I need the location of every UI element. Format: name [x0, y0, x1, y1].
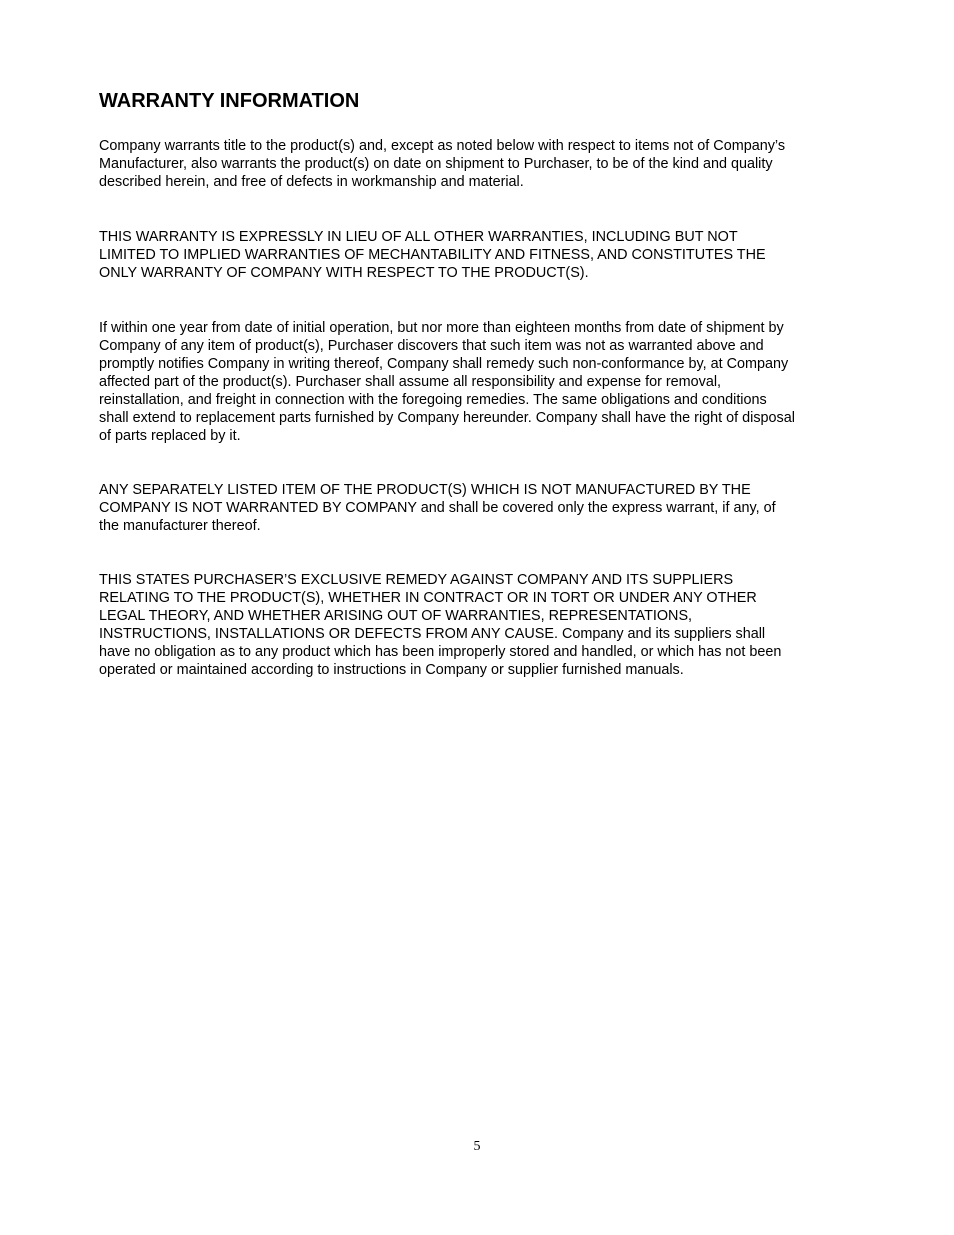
paragraph-line: the manufacturer thereof. [99, 518, 261, 534]
paragraph-line: Company of any item of product(s), Purchaser discovers that such item was not as warranted above and [99, 338, 764, 354]
page-number: 5 [473, 1139, 481, 1154]
paragraph-line: LIMITED TO IMPLIED WARRANTIES OF MECHANTABILITY AND FITNESS, AND CONSTITUTES THE [99, 247, 766, 263]
paragraph-line: have no obligation as to any product which has been improperly stored and handled, or which has not been [99, 644, 782, 660]
paragraph-line: shall extend to replacement parts furnished by Company hereunder. Company shall have the right of disposal [99, 410, 795, 426]
paragraph-line: described herein, and free of defects in workmanship and material. [99, 174, 524, 190]
paragraph-line: LEGAL THEORY, AND WHETHER ARISING OUT OF WARRANTIES, REPRESENTATIONS, [99, 608, 693, 624]
paragraph-line: ONLY WARRANTY OF COMPANY WITH RESPECT TO THE PRODUCT(S). [99, 265, 589, 281]
paragraph-line: promptly notifies Company in writing thereof, Company shall remedy such non-conformance by, at Company [99, 356, 789, 372]
paragraph-remedy-period [99, 319, 859, 445]
paragraph-line: COMPANY IS NOT WARRANTED BY COMPANY and shall be covered only the express warrant, if any, of [99, 500, 776, 516]
paragraph-line: THIS WARRANTY IS EXPRESSLY IN LIEU OF ALL OTHER WARRANTIES, INCLUDING BUT NOT [99, 229, 738, 245]
paragraph-line: Manufacturer, also warrants the product(s) on date on shipment to Purchaser, to be of the kind and quality [99, 156, 773, 172]
paragraph-line: If within one year from date of initial operation, but nor more than eighteen months from date of shipment by [99, 320, 784, 336]
paragraph-line: ANY SEPARATELY LISTED ITEM OF THE PRODUCT(S) WHICH IS NOT MANUFACTURED BY THE [99, 482, 751, 498]
paragraph-line: operated or maintained according to instructions in Company or supplier furnished manuals. [99, 662, 684, 678]
paragraph-line: affected part of the product(s). Purchaser shall assume all responsibility and expense for removal, [99, 374, 722, 390]
paragraph-exclusive-remedy [99, 571, 859, 679]
paragraph-line: reinstallation, and freight in connection with the foregoing remedies. The same obligations and conditions [99, 392, 767, 408]
paragraph-line: Company warrants title to the product(s) and, except as noted below with respect to items not of Company’s [99, 138, 786, 154]
paragraph-title-warranty [99, 137, 859, 191]
paragraph-line: INSTRUCTIONS, INSTALLATIONS OR DEFECTS FROM ANY CAUSE. Company and its suppliers shall [99, 626, 766, 642]
paragraph-line: THIS STATES PURCHASER’S EXCLUSIVE REMEDY AGAINST COMPANY AND ITS SUPPLIERS [99, 572, 734, 588]
paragraph-exclusive-warranty [99, 228, 859, 282]
page-title: WARRANTY INFORMATION [99, 90, 360, 112]
paragraph-line: of parts replaced by it. [99, 428, 241, 444]
paragraph-separately-listed-items [99, 481, 859, 535]
paragraph-line: RELATING TO THE PRODUCT(S), WHETHER IN CONTRACT OR IN TORT OR UNDER ANY OTHER [99, 590, 757, 606]
